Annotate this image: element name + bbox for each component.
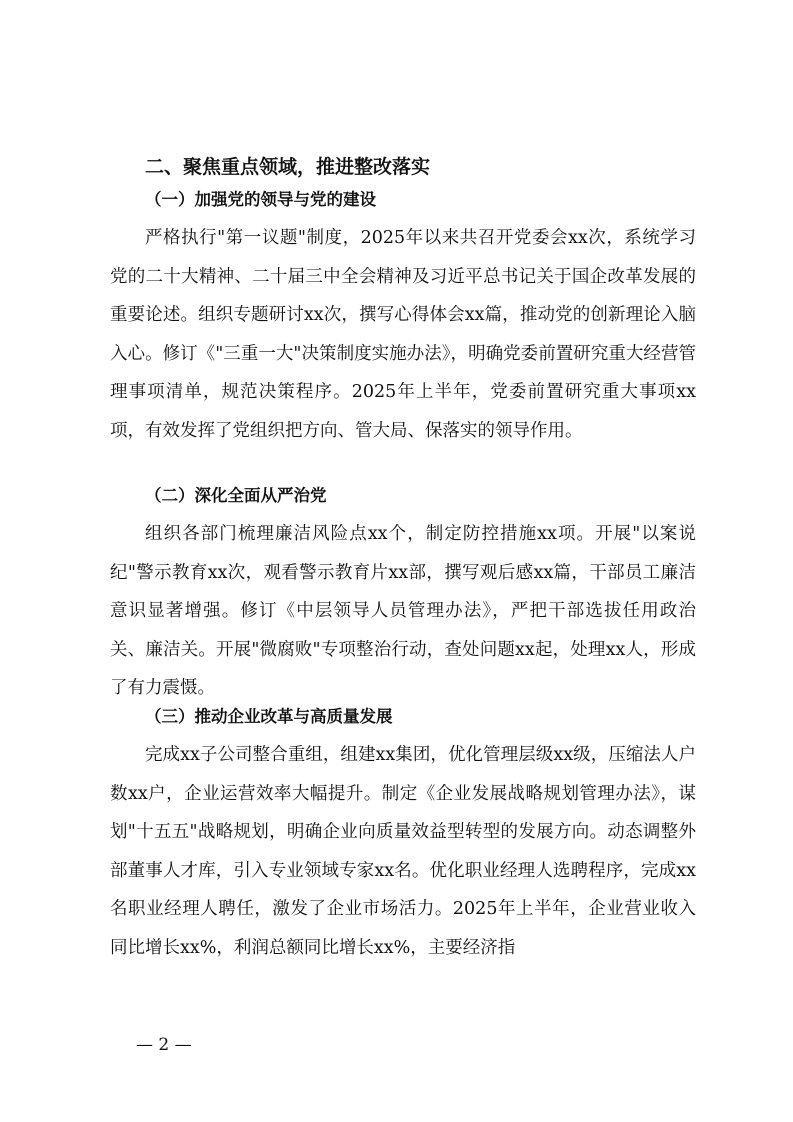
subsection-body: 完成xx子公司整合重组，组建xx集团，优化管理层级xx级，压缩法人户数xx户，企业运营效率大幅提升。制定《企业发展战略规划管理办法》，谋划"十五五"战略规划，明确企业向质量效益型转型的发展方向。动态调整外部董事人才库，引入专业领域专家xx名。优化职业经理人选聘程序，完成xx名职业经理人聘任，激发了企业市场活力。2025年上半年，企业营业收入同比增长xx%，利润总额同比增长xx%，主要经济指 [110,745,696,958]
subsection-title: （二）深化全面从严治党 [145,486,327,505]
section-strict-governance [110,481,696,708]
subsection-body: 严格执行"第一议题"制度，2025年以来共召开党委会xx次，系统学习党的二十大精神、二十届三中全会精神及习近平总书记关于国企改革发展的重要论述。组织专题研讨xx次，撰写心得体会xx篇，推动党的创新理论入脑入心。修订《"三重一大"决策制度实施办法》，明确党委前置研究重大经营管理事项清单，规范决策程序。2025年上半年，党委前置研究重大事项xx项，有效发挥了党组织把方向、管大局、保落实的领导作用。 [110,228,696,441]
section-party-leadership [110,185,696,450]
subsection-body: 组织各部门梳理廉洁风险点xx个，制定防控措施xx项。开展"以案说纪"警示教育xx次，观看警示教育片xx部，撰写观后感xx篇，干部员工廉洁意识显著增强。修订《中层领导人员管理办法》，严把干部选拔任用政治关、廉洁关。开展"微腐败"专项整治行动，查处问题xx起，处理xx人，形成了有力震慑。 [110,524,696,698]
section-enterprise-reform [110,702,696,967]
page-number: — 2 — [136,1035,192,1055]
subsection-title: （一）加强党的领导与党的建设 [145,190,376,209]
section-heading: 二、聚焦重点领域，推进整改落实 [145,156,431,178]
subsection-title: （三）推动企业改革与高质量发展 [145,707,393,726]
